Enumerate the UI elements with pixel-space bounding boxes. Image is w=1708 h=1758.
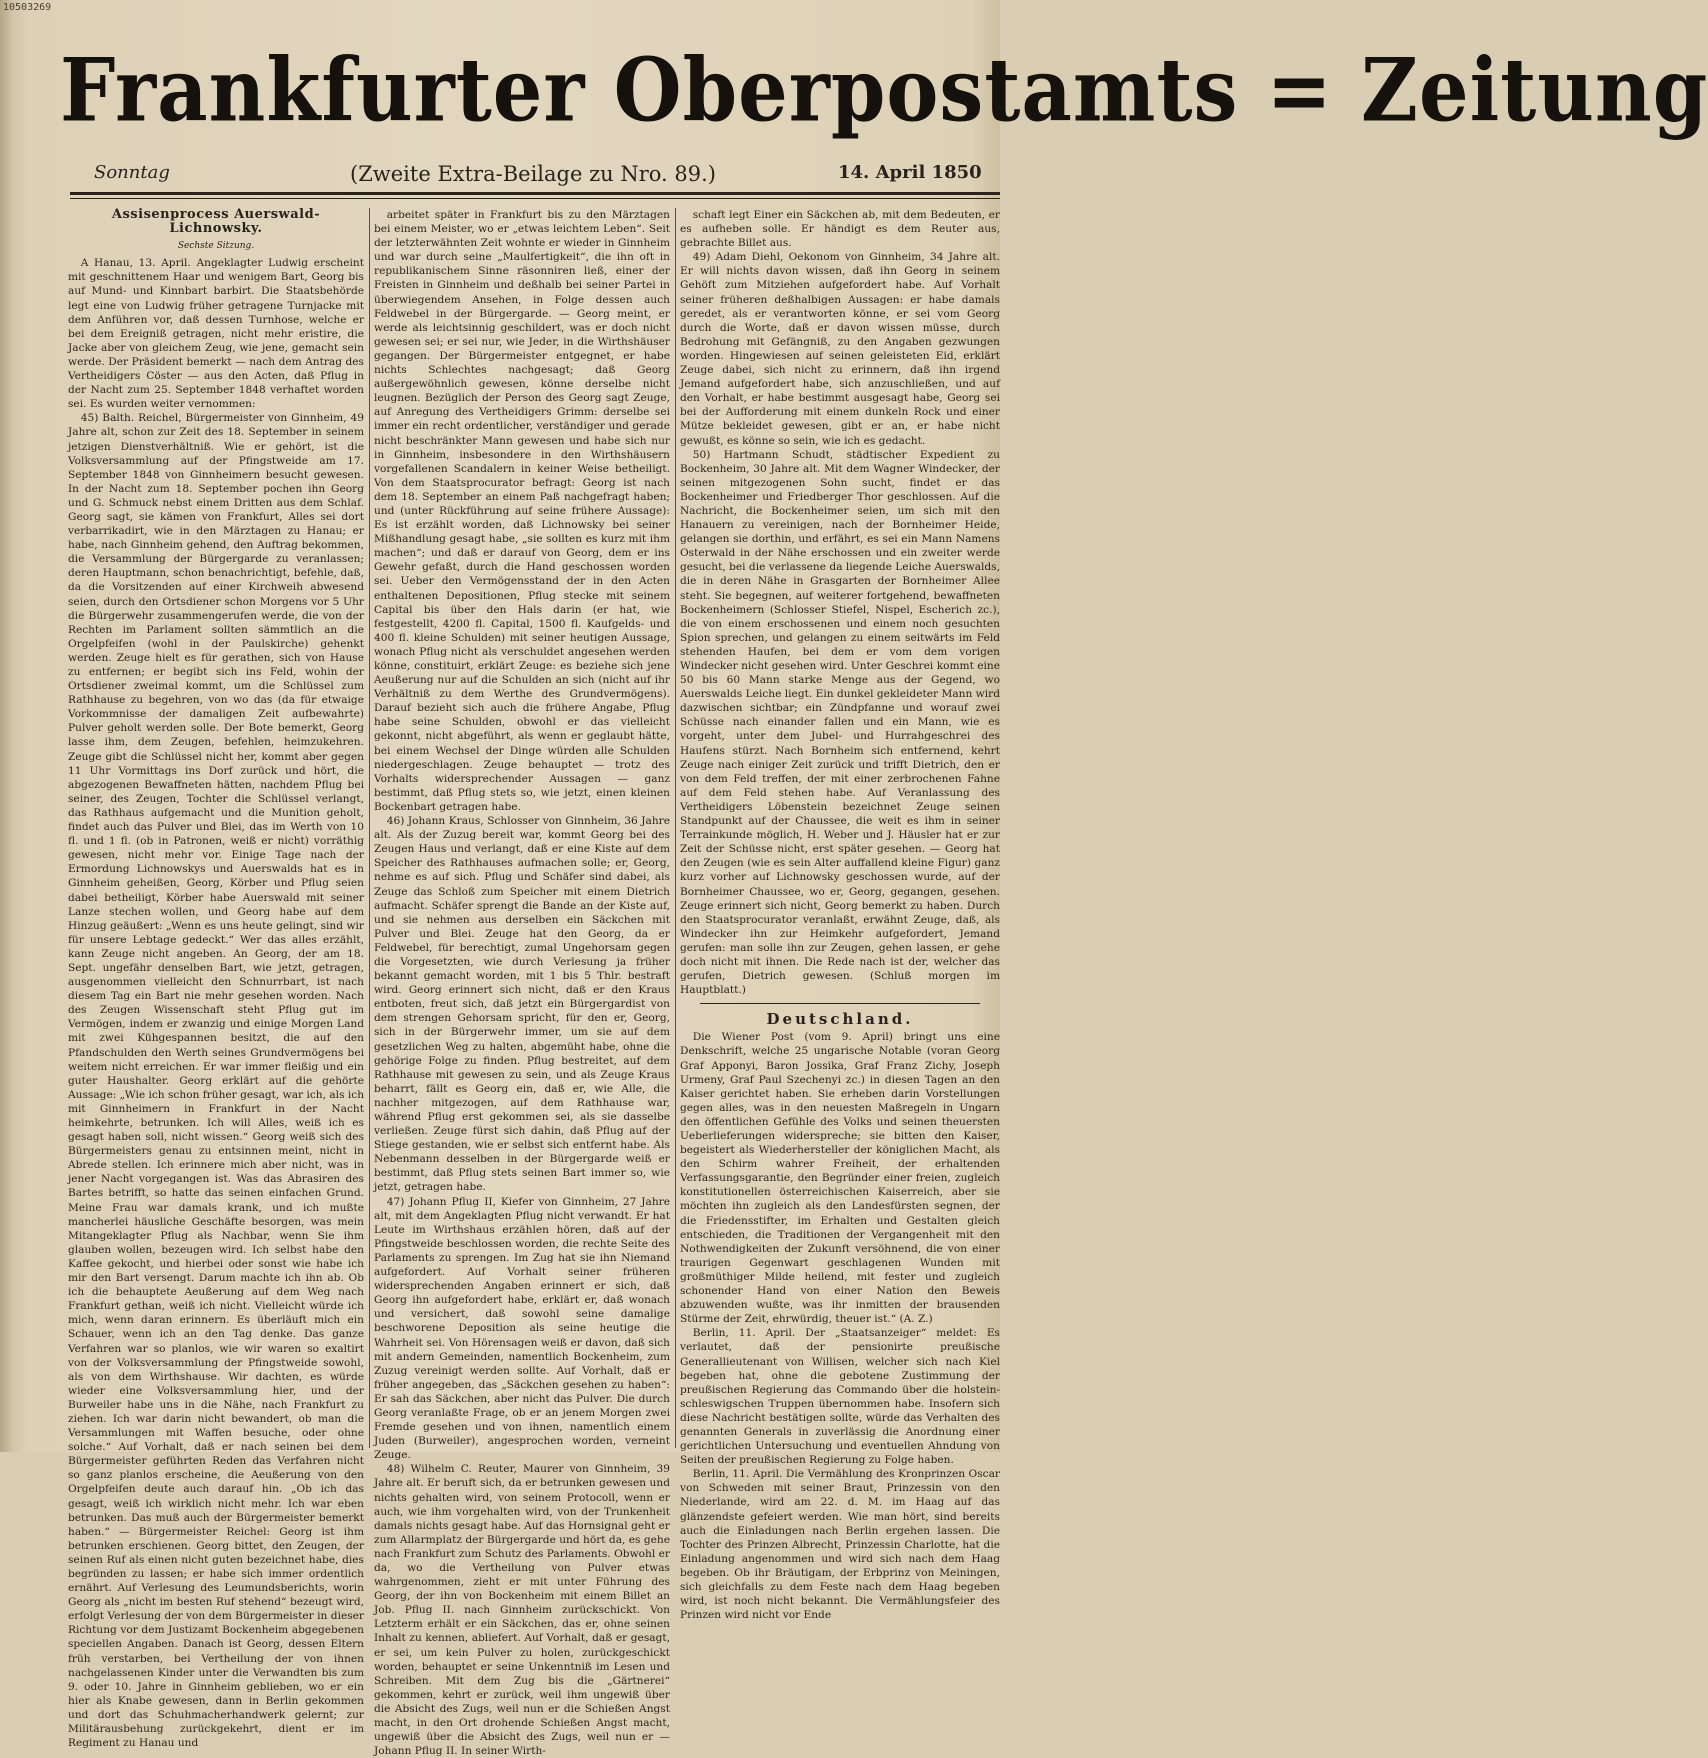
masthead-title: Frankfurter Oberpostamts = Zeitung <box>60 40 1708 142</box>
article-paragraph: 48) Wilhelm C. Reuter, Maurer von Ginnheim, 39 Jahre alt. Er beruft sich, da er betrunken gewesen und nichts gehalten wird, von seinem Protocoll, wenn er auch, wie ihm vorgehalten wird, von der Trunkenheit damals nichts gesagt habe. Auf das Hornsignal geht er zum Allarmplatz der Bürgergarde und hört da, es gehe nach Frankfurt zum Schutz des Parlaments. Obwohl er da, wo die Vertheilung von Pulver etwas wahrgenommen, zieht er mit unter Führung des Georg, der ihn von Bockenheim mit einem Billet an Job. Pflug II. nach Ginnheim zurückschickt. Von Letzterm erhält er ein Säckchen, das er, ohne seinen Inhalt zu kennen, abliefert. Auf Vorhalt, daß er gesagt, er sei, um kein Pulver zu holen, zurückgeschickt worden, behauptet er seine Unkenntniß im Lesen und Schreiben. Mit dem Zug bis die „Gärtnerei“ gekommen, kehrt er zurück, weil ihm ungewiß über die Absicht des Zugs, weil nun er die Schießen Angst macht, in den Ort drohende Schießen Angst macht, ungewiß über die Absicht des Zugs, weil nun er — Johann Pflug II. In seiner Wirth- <box>374 1463 670 1758</box>
session-label: Sechste Sitzung. <box>177 241 255 252</box>
article-heading: Assisenprocess Auerswald-Lichnowsky. <box>111 207 321 237</box>
edition-label: (Zweite Extra-Beilage zu Nro. 89.) <box>350 162 716 186</box>
binding-edge <box>0 0 14 1452</box>
column-divider <box>675 208 676 1448</box>
article-paragraph: schaft legt Einer ein Säckchen ab, mit dem Bedeuten, er es aufheben solle. Er händigt es dem Reuter aus, gebrachte Billet aus. <box>680 209 1000 250</box>
section-rule <box>700 1003 980 1004</box>
article-paragraph: 46) Johann Kraus, Schlosser von Ginnheim, 36 Jahre alt. Als der Zuzug bereit war, kommt Georg bei des Zeugen Haus und verlangt, daß er eine Kiste auf dem Speicher des Rathhauses aufmachen solle; er, Georg, nehme es auf sich. Pflug und Schäfer sind dabei, als Zeuge das Schloß zum Speicher mit einem Dietrich aufmacht. Schäfer sprengt die Bande an der Kiste auf, und sie nehmen aus derselben ein Säckchen mit Pulver und Blei. Zeuge hat den Georg, da er Feldwebel, für berechtigt, zumal Ungehorsam gegen die Vorgesetzten, wie durch Verlesung ja früher bekannt gemacht worden, mit 1 bis 5 Thlr. bestraft wird. Georg erinnert sich nicht, daß er den Kraus entboten, freut sich, daß jetzt ein Bürgergardist von dem strengen Gehorsam spricht, für den er, Georg, sich in der Bürgerwehr immer, um sie auf dem gesetzlichen Weg zu halten, abgemüht habe, ohne die gehörige Folge zu finden. Pflug bestreitet, auf dem Rathhause mit gewesen zu sein, und als Zeuge Kraus beharrt, fällt es Georg ein, daß er, wie Alle, die nachher mitgezogen, auf dem Rathhause war, während Pflug erst gekommen sei, als sie dasselbe verließen. Zeuge fürst sich dahin, daß Pflug auf der Stiege gestanden, wie er selbst sich entfernt habe. Als Nebenmann desselben in der Bürgergarde weiß er bestimmt, daß Pflug stets seinen Bart immer so, wie jetzt, getragen habe. <box>374 815 670 1194</box>
column-divider <box>369 208 370 1448</box>
column-3 <box>680 208 1000 1622</box>
date-label: 14. April 1850 <box>838 162 982 183</box>
article-paragraph: 47) Johann Pflug II, Kiefer von Ginnheim, 27 Jahre alt, mit dem Angeklagten Pflug nicht verwandt. Er hat Leute im Wirthshaus erzählen hören, daß auf der Pfingstweide beschlossen worden, die rechte Seite des Parlaments zu sprengen. Im Zug hat sie ihn Niemand aufgefordert. Auf Vorhalt seiner früheren widersprechenden Angaben erinnert er sich, daß Georg ihn aufgefordert habe, erklärt er, daß wonach und versichert, daß sowohl seine damalige beschworene Deposition als seine heutige die Wahrheit sei. Von Hörensagen weiß er davon, daß sich mit andern Gemeinden, namentlich Bockenheim, zum Zuzug vereinigt werden sollte. Auf Vorhalt, daß er früher angegeben, das „Säckchen gesehen zu haben“: Er sah das Säckchen, aber nicht das Pulver. Die durch Georg veranlaßte Frage, ob er an jenem Morgen zwei Fremde gesehen und von ihnen, namentlich einem Juden (Burweiler), angesprochen worden, verneint Zeuge. <box>374 1195 670 1462</box>
article-paragraph: 45) Balth. Reichel, Bürgermeister von Ginnheim, 49 Jahre alt, schon zur Zeit des 18. September in seinem jetzigen Dienstverhältniß. Wie er gehört, ist die Volksversammlung auf der Pfingstweide am 17. September 1848 von Ginnheimern besucht gewesen. In der Nacht zum 18. September pochen ihn Georg und G. Schmuck nebst einem Dritten aus dem Schlaf. Georg sagt, sie kämen von Frankfurt, Alles sei dort verbarrikadirt, wie in den Märztagen zu Hanau; er habe, nach Ginnheim gehend, den Auftrag bekommen, die Versammlung der Bürgergarde zu veranlassen; deren Hauptmann, schon benachrichtigt, befehle, daß, da die Vorsitzenden auf einer Kirchweih abwesend seien, durch den Ortsdiener schon Morgens vor 5 Uhr die Bürgerwehr zusammengerufen werde, die von der Rechten im Parlament sollten sämmtlich an die Orgelpfeifen (wohl in der Paulskirche) gehenkt werden. Zeuge hielt es für gerathen, sich von Hause zu entfernen; er begibt sich ins Feld, wohin der Ortsdiener zweimal kommt, um die Schlüssel zum Rathhause zu begehren, von wo das (da für etwaige Vorkommnisse der damaligen Zeit aufbewahrte) Pulver geholt werden solle. Der Bote bemerkt, Georg lasse ihm, dem Zeugen, befehlen, heimzukehren. Zeuge gibt die Schlüssel nicht her, kommt aber gegen 11 Uhr Vormittags ins Dorf zurück und hört, die abgezogenen Bewaffneten hätten, nachdem Pflug bei seiner, des Zeugen, Tochter die Schlüssel verlangt, das Rathhaus aufgemacht und die Munition geholt, findet auch das Pulver und Blei, das im Werth von 10 fl. und 1 fl. (ob in Patronen, weiß er nicht) vorräthig gewesen, nicht mehr vor. Einige Tage nach der Ermordung Lichnowskys und Auerswalds hat es in Ginnheim geheißen, Georg, Körber und Pflug seien dabei betheiligt, Körber habe Auerswald mit seiner Lanze stechen wollen, und Georg habe auf dem Hinzug geäußert: „Wenn es uns heute gelingt, sind wir für unsere Lebtage gedeckt.“ Wer das alles erzählt, kann Zeuge nicht angeben. An Georg, der am 18. Sept. ungefähr denselben Bart, wie jetzt, getragen, ausgenommen vielleicht den Schnurrbart, ist nach diesem Tag ein Bart nie mehr gesehen worden. Nach des Zeugen Wissenschaft steht Pflug gut im Vermögen, indem er zwanzig und einige Morgen Land mit zwei Kühgespannen besitzt, die auf den Pfandschulden den Werth seines Grundvermögens bei weitem nicht erreichen. Er war immer fleißig und ein guter Haushalter. Georg erklärt auf die gehörte Aussage: „Wie ich schon früher gesagt, war ich, als ich mit Ginnheimern in Frankfurt in der Nacht heimkehrte, betrunken. Ich will Alles, weiß ich es gesagt haben soll, nicht wissen.“ Georg weiß sich des Bürgermeisters genau zu entsinnen meint, nicht in Abrede stellen. Ich erinnere mich aber nicht, was in jener Nacht vorgegangen ist. Was das Abrasiren des Bartes betrifft, so hatte das seinen einfachen Grund. Meine Frau war damals krank, und ich mußte mancherlei häusliche Geschäfte besorgen, was mein Mitangeklagter Pflug als Nachbar, wenn Sie ihm glauben wollen, bezeugen wird. Ich selbst habe den Kaffee gekocht, und hierbei oder sonst wie habe ich mir den Bart versengt. Darum machte ich ihn ab. Ob ich die behauptete Aeußerung auf dem Weg nach Frankfurt gethan, weiß ich nicht. Vielleicht würde ich mich, wenn daran erinnern. Es überläuft mich ein Schauer, wenn ich an den Tag denke. Das ganze Verfahren war so planlos, wie wir waren so exaltirt von der Volksversammlung der Pfingstweide sowohl, als von dem Wirthshause. Wir dachten, es würde wieder eine Volksversammlung hier, und der Burweiler habe uns in die Nähe, nach Frankfurt zu ziehen. Ich war darin nicht bewandert, ob man die Versammlungen mit Waffen besuche, oder ohne solche.“ Auf Vorhalt, daß er nach seinen bei dem Bürgermeister geführten Reden das Verfahren nicht so ganz planlos erscheine, die Aeußerung von den Orgelpfeifen deute auch darauf hin. „Ob ich das gesagt, weiß ich wirklich nicht mehr. Ich war eben betrunken. Das muß auch der Bürgermeister bemerkt haben.“ — Bürgermeister Reichel: Georg ist ihm betrunken erschienen. Georg bittet, den Zeugen, der seinen Ruf als einen nicht guten bezeichnet habe, dies begründen zu lassen; er habe sich immer ordentlich ernährt. Auf Verlesung des Leumundsberichts, worin Georg als „nicht im besten Ruf stehend“ bezeugt wird, erfolgt Verlesung der von dem Bürgermeister in dieser Richtung vor dem Justizamt Bockenheim abgegebenen speciellen Angaben. Danach ist Georg, dessen Eltern früh verstarben, bei Vertheilung der von ihnen nachgelassenen Kinder unter die Verwandten bis zum 9. oder 10. Jahre in Ginnheim geblieben, wo er ein hier als Knabe gewesen, dann in Berlin gekommen und dort das Schuhmacherhandwerk gelernt; zur Militärausbehung zurückgekehrt, dient er im Regiment zu Hanau und <box>68 412 365 1750</box>
day-label: Sonntag <box>94 162 170 183</box>
news-paragraph: Berlin, 11. April. Der „Staatsanzeiger“ meldet: Es verlautet, daß der pensionirte preußische Generallieutenant von Willisen, welcher sich nach Kiel begeben hat, ohne die gebotene Zustimmung der preußischen Regierung das Commando über die holstein-schleswigschen Truppen übernommen habe. Insofern sich diese Nachricht bestätigen sollte, würde das Verhalten des genannten Generals in zuverlässig die Anordnung einer gerichtlichen Untersuchung und eventuellen Ahndung von Seiten der preußischen Regierung zu Folge haben. <box>680 1327 1000 1467</box>
archive-id: 10503269 <box>3 2 52 13</box>
header-rule-thick <box>70 192 1000 195</box>
column-2 <box>374 208 670 1758</box>
article-paragraph: 50) Hartmann Schudt, städtischer Expedient zu Bockenheim, 30 Jahre alt. Mit dem Wagner Windecker, der seinen mitgezogenen Sohn sucht, findet er das Bockenheimer und Friedberger Thor geschlossen. Auf die Nachricht, die Bockenheimer seien, um sich mit den Hanauern zu vereinigen, nach der Bornheimer Heide, gelangen sie dorthin, und erfährt, es sei ein Mann Namens Osterwald in der Nähe erschossen und ein zweiter werde gesucht, bei die verlassene da liegende Leiche Auerswalds, die in deren Nähe in Grasgarten der Bornheimer Allee steht. Sie begegnen, auf weiterer fortgehend, bewaffneten Bockenheimern (Schlosser Stiefel, Nispel, Escherich zc.), die von einem erschossenen und einem noch gesuchten Spion sprechen, und gelangen zu einem seitwärts im Feld stehenden Haufen, bei dem er vom dem vorigen Windecker nicht gesehen wird. Unter Geschrei kommt eine 50 bis 60 Mann starke Menge aus der Gegend, wo Auerswalds Leiche liegt. Ein dunkel gekleideter Mann wird dazwischen sichtbar; ein Zündpfanne und worauf zwei Schüsse nach einander fallen und ein Mann, wie es vorgeht, unter dem Jubel- und Hurrahgeschrei des Haufens stürzt. Nach Bornheim sich entfernend, kehrt Zeuge nach einiger Zeit zurück und trifft Dietrich, den er von dem Feld treffen, der mit einer zerbrochenen Fahne auf dem Feld stehen habe. Auf Veranlassung des Vertheidigers Löbenstein bezeichnet Zeuge seinen Standpunkt auf der Chaussee, die weit es ihm in seiner Terrainkunde möglich, H. Weber und J. Häusler hat er zur Zeit der Schüsse nicht, erst später gesehen. — Georg hat den Zeugen (wie es sein Alter auffallend kleine Figur) ganz kurz vorher auf Lichnowsky geschossen wurde, auf der Bornheimer Chaussee, wo er, Georg, gegangen, gesehen. Zeuge erinnert sich nicht, Georg bemerkt zu haben. Durch den Staatsprocurator veranlaßt, erwähnt Zeuge, daß, als Windecker ihn zur Heimkehr aufgefordert, Jemand gerufen: man solle ihn zur Zeugen, gehen lassen, er gehe doch nicht mit ihnen. Die Rede nach ist der, welcher das gerufen, Dietrich gewesen. (Schluß morgen im Hauptblatt.) <box>680 448 1000 997</box>
article-paragraph: A Hanau, 13. April. Angeklagter Ludwig erscheint mit geschnittenem Haar und wenigem Bart, Georg bis auf Mund- und Kinnbart barbirt. Die Staatsbehörde legt eine von Ludwig früher getragene Turnjacke mit dem Anführen vor, daß dessen Turnhose, welche er bei dem Ereigniß getragen, nicht mehr eristire, die Jacke aber von gleichem Zeug, wie jene, gemacht sein werde. Der Präsident bemerkt — nach dem Antrag des Vertheidigers Cöster — aus den Acten, daß Pflug in der Nacht zum 25. September 1848 verhaftet worden sei. Es wurden weiter vernommen: <box>68 257 364 411</box>
news-paragraph: Berlin, 11. April. Die Vermählung des Kronprinzen Oscar von Schweden mit seiner Braut, Prinzessin von den Niederlande, wird am 22. d. M. im Haag auf das glänzendste gefeiert werden. Wie man hört, sind bereits auch die Einladungen nach Berlin ergehen lassen. Die Tochter des Prinzen Albrecht, Prinzessin Charlotte, hat die Einladung angenommen und wird sich nach dem Haag begeben. Ob ihr Bräutigam, der Erbprinz von Meiningen, sich gleichfalls zu dem Feste nach dem Haag begeben wird, ist noch nicht bekannt. Die Vermählungsfeier des Prinzen wird nicht vor Ende <box>680 1468 1000 1622</box>
article-paragraph: 49) Adam Diehl, Oekonom von Ginnheim, 34 Jahre alt. Er will nichts davon wissen, daß ihn Georg in seinem Gehöft zum Mitziehen aufgefordert habe. Auf Vorhalt seiner früheren deßhalbigen Aussagen: er habe damals geredet, als er verantworten könne, er sei vom Georg durch die Worte, daß er davon wissen müsse, durch Bedrohung mit Gefängniß, zu den Angaben gezwungen worden. Hingewiesen auf seinen geleisteten Eid, erklärt Zeuge dabei, sich nicht zu erinnern, daß ihn irgend Jemand aufgefordert habe, sich anzuschließen, und auf den Vorhalt, er habe bestimmt ausgesagt habe, Georg sei bei der Aufforderung mit einem dunkeln Rock und einer Mütze bekleidet gewesen, gibt er an, er habe nicht gewußt, es könne so sein, wie ich es gedacht. <box>680 251 1000 447</box>
news-paragraph: Die Wiener Post (vom 9. April) bringt uns eine Denkschrift, welche 25 ungarische Notable (voran Georg Graf Apponyi, Baron Jossika, Graf Franz Zichy, Joseph Urmeny, Graf Paul Szechenyi zc.) in diesen Tagen an den Kaiser gerichtet haben. Sie erheben darin Vorstellungen gegen alles, was in den neuesten Maßregeln in Ungarn den öffentlichen Gefühle des Volks und seinen theuersten Ueberlieferungen widerspreche; sie bitten den Kaiser, begeistert als Wiederhersteller der königlichen Macht, als den Schirm wahrer Freiheit, der erhaltenden Verfassungsgarantie, den Begründer einer freien, zugleich konstitutionellen österreichischen Kaiserreich, aber sie möchten ihn zugleich als den Landesfürsten segnen, der die Friedensstifter, im Erhalten und Gestalten gleich entschieden, die Traditionen der Vergangenheit mit den Nothwendigkeiten der Zukunft versöhnend, die von einer traurigen Gegenwart geschlagenen Wunden mit großmüthiger Milde heilend, mit fester und zugleich schonender Hand von einer Nation den Beweis abzuwenden wußte, was ihr inmitten der brausenden Stürme der Zeit, ehrwürdig, theuer ist.“ (A. Z.) <box>680 1031 1000 1326</box>
section-title: Deutschland. <box>766 1010 914 1029</box>
article-paragraph: arbeitet später in Frankfurt bis zu den Märztagen bei einem Meister, wo er „etwas leichtem Leben“. Seit der letzterwähnten Zeit wohnte er wieder in Ginnheim und war durch seine „Maulfertigkeit“, die ihn oft in republikanischem Sinne räsonniren ließ, einer der Freisten in Ginnheim und deßhalb bei seiner Partei in überwiegendem Ansehen, in Folge dessen auch Feldwebel in der Bürgergarde. — Georg meint, er werde als leichtsinnig geschildert, was er doch nicht gewesen sei; er sei nur, wie Jeder, in die Wirthshäuser gegangen. Der Bürgermeister entgegnet, er habe nichts Schlechtes nachgesagt; daß Georg außergewöhnlich gewesen, könne derselbe nicht leugnen. Bezüglich der Person des Georg sagt Zeuge, auf Anregung des Vertheidigers Grimm: derselbe sei immer ein recht ordentlicher, verständiger und gerade nicht beschränkter Mann gewesen und habe sich nur in Ginnheim, insbesondere in den Wirthshäusern vorgefallenen Scandalern in keiner Weise betheiligt. Von dem Staatsprocurator befragt: Georg ist nach dem 18. September an einem Paß nachgefragt haben; und (unter Rückführung auf seine frühere Aussage): Es ist erzählt worden, daß Lichnowsky bei seiner Mißhandlung gesagt habe, „sie sollten es kurz mit ihm machen“; und daß er darauf von Georg, dem er ins Gewehr gefaßt, durch die Hand geschossen worden sei. Ueber den Vermögensstand der in den Acten enthaltenen Depositionen, Pflug stecke mit seinem Capital bis über den Hals darin (er hat, wie festgestellt, 4200 fl. Capital, 1500 fl. Kaufgelds- und 400 fl. kleine Schulden) mit seiner heutigen Aussage, wonach Pflug nicht als verschuldet angesehen werden könne, constituirt, erklärt Zeuge: es beziehe sich jene Aeußerung nur auf die Schulden an sich (nicht auf ihr Verhältniß zu dem Werthe des Grundvermögens). Darauf bezieht sich auch die frühere Angabe, Pflug habe seine Schulden, obwohl er das vielleicht gekonnt, nicht abgeführt, als wenn er geglaubt hätte, bei einem Wechsel der Dinge würden alle Schulden niedergeschlagen. Zeuge behauptet — trotz des Vorhalts widersprechender Aussagen — ganz bestimmt, daß Pflug stets so, wie jetzt, einen kleinen Bockenbart getragen habe. <box>374 209 670 813</box>
header-rule-thin <box>70 198 1000 199</box>
column-1 <box>68 207 365 1750</box>
